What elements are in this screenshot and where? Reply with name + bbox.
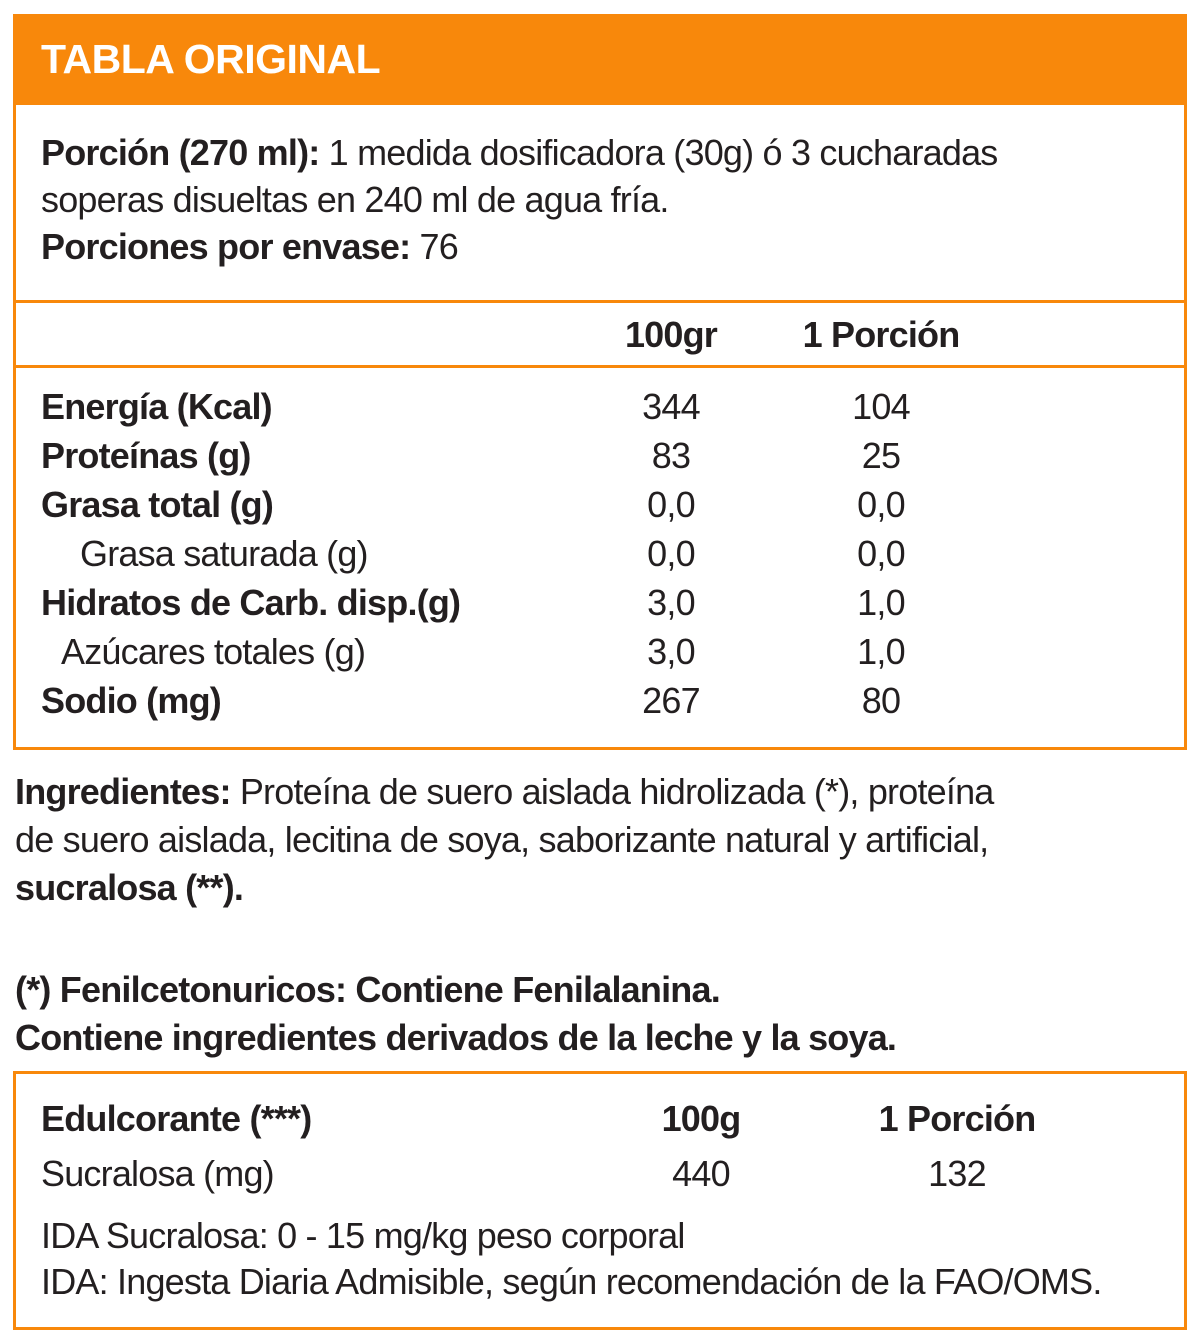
row-value-100g: 0,0: [647, 533, 695, 574]
row-value-100g: 83: [651, 435, 691, 476]
row-value-porcion: 1,0: [857, 631, 905, 672]
column-header-row: [16, 303, 1184, 365]
ingredients-line-3: sucralosa (**).: [15, 867, 244, 908]
row-value-porcion: 104: [852, 386, 910, 427]
portion-info: [16, 105, 1184, 300]
servings-line: [41, 223, 1159, 270]
row-label: Energía (Kcal): [41, 386, 272, 427]
warning-phenylketonurics: (*) Fenilcetonuricos: Contiene Fenilalanina.: [15, 969, 720, 1010]
table-row-sucralosa: [16, 1153, 1184, 1195]
row-value-porcion: 0,0: [857, 533, 905, 574]
portion-text-1: 1 medida dosificadora (30g) ó 3 cucharadas: [319, 132, 998, 173]
portion-label: Porción (270 ml):: [41, 132, 320, 173]
ida-definition-note: IDA: Ingesta Diaria Admisible, según recomendación de la FAO/OMS.: [41, 1261, 1102, 1302]
row-value-100g: 3,0: [647, 631, 695, 672]
table-row-grasa-saturada: [41, 529, 986, 578]
warnings-block: [13, 966, 1187, 1062]
ingredients-line-2: de suero aislada, lecitina de soya, saborizante natural y artificial,: [15, 819, 989, 860]
sweetener-column-porcion: 1 Porción: [878, 1098, 1036, 1139]
table-row-proteinas: [41, 431, 986, 480]
row-value-porcion: 25: [861, 435, 901, 476]
row-value-100g: 0,0: [647, 484, 695, 525]
row-label: Azúcares totales (g): [61, 631, 366, 672]
row-label: Grasa total (g): [41, 484, 274, 525]
page-title: TABLA ORIGINAL: [41, 36, 381, 82]
sweetener-column-100g: 100g: [661, 1098, 741, 1139]
column-header-porcion: 1 Porción: [802, 314, 960, 355]
table-row-sodio: [41, 676, 986, 725]
row-label: Sucralosa (mg): [41, 1153, 274, 1194]
portion-line-1: [41, 129, 1159, 176]
sweetener-header-row: [16, 1098, 1184, 1140]
ingredients-paragraph: [13, 768, 1187, 912]
row-label: Sodio (mg): [41, 680, 221, 721]
column-header-100gr: 100gr: [624, 314, 718, 355]
table-header-bar: [13, 14, 1187, 105]
row-label: Grasa saturada (g): [80, 533, 368, 574]
ingredients-text-1: Proteína de suero aislada hidrolizada (*), proteína: [230, 771, 994, 812]
row-label: Proteínas (g): [41, 435, 251, 476]
servings-label: Porciones por envase:: [41, 226, 411, 267]
row-value-porcion: 80: [861, 680, 901, 721]
table-row-energia: [41, 382, 986, 431]
portion-line-2: soperas disueltas en 240 ml de agua fría.: [41, 179, 669, 220]
table-row-hidratos: [41, 578, 986, 627]
servings-value: 76: [410, 226, 458, 267]
row-value-porcion: 0,0: [857, 484, 905, 525]
row-value-100g: 267: [642, 680, 700, 721]
row-value-100g: 344: [642, 386, 700, 427]
ingredients-line-1: [15, 768, 1187, 816]
sweetener-title: Edulcorante (***): [41, 1098, 312, 1139]
table-row-grasa-total: [41, 480, 986, 529]
nutrition-rows: [16, 368, 1184, 747]
row-value-100g: 440: [672, 1153, 730, 1194]
ingredients-label: Ingredientes:: [15, 771, 231, 812]
ida-sucralosa-note: IDA Sucralosa: 0 - 15 mg/kg peso corporal: [41, 1215, 685, 1256]
nutrition-table-box: [13, 105, 1187, 750]
sweetener-table-box: [13, 1071, 1187, 1330]
row-value-porcion: 132: [928, 1153, 986, 1194]
row-label: Hidratos de Carb. disp.(g): [41, 582, 461, 623]
ida-notes: [16, 1213, 1184, 1305]
row-value-100g: 3,0: [647, 582, 695, 623]
warning-allergens: Contiene ingredientes derivados de la leche y la soya.: [15, 1017, 897, 1058]
table-row-azucares: [41, 627, 986, 676]
row-value-porcion: 1,0: [857, 582, 905, 623]
